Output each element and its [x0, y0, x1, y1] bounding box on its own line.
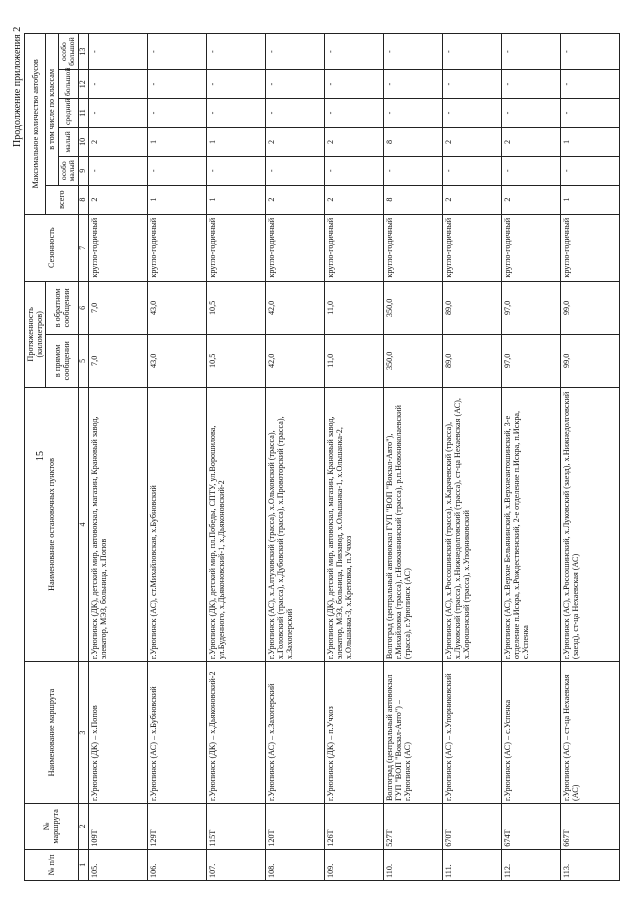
bus-very-small: -	[265, 156, 324, 185]
bus-large: -	[383, 70, 442, 99]
bus-small: 1	[560, 127, 619, 156]
column-number: 8	[78, 185, 88, 214]
column-number: 11	[78, 99, 88, 128]
seasonality: кругло-годичный	[324, 214, 383, 281]
table-row	[560, 34, 619, 881]
route-number: 674Т	[501, 804, 560, 850]
bus-medium: -	[442, 99, 501, 128]
header-class-medium: средний	[58, 99, 78, 128]
table-row	[147, 34, 206, 881]
seasonality: кругло-годичный	[206, 214, 265, 281]
bus-large: -	[442, 70, 501, 99]
header-route-no: № маршрута	[25, 804, 79, 850]
header-by-class: в том числе по классам	[46, 34, 58, 186]
header-season: Сезонность	[25, 214, 79, 281]
route-stops: г.Урюпинск (АС), х.Алтуховский (трасса), х.Ольховский (трасса), х.Головский (трасса), х.Дубовский (трасса), х.Провоторский (трасса), х.Захоперский	[265, 387, 324, 661]
column-number: 10	[78, 127, 88, 156]
bus-small: 2	[88, 127, 147, 156]
route-number: 115Т	[206, 804, 265, 850]
bus-large: -	[88, 70, 147, 99]
table-row	[265, 34, 324, 881]
bus-large: -	[560, 70, 619, 99]
header-length-back: в обратном сообщении	[46, 281, 78, 334]
header-class-very-large: особо большой	[58, 34, 78, 70]
column-number: 12	[78, 70, 88, 99]
column-number: 2	[78, 804, 88, 850]
route-name: г.Урюпинск (ДК) – х.Попов	[88, 662, 147, 804]
route-number: 126Т	[324, 804, 383, 850]
length-forward: 350,0	[383, 334, 442, 387]
bus-very-small: -	[88, 156, 147, 185]
bus-total: 2	[442, 185, 501, 214]
bus-small: 2	[442, 127, 501, 156]
table-row	[383, 34, 442, 881]
route-name: г.Урюпинск (АС) – х.Упорниковский	[442, 662, 501, 804]
route-name: г.Урюпинск (ДК) – х.Дьяконовский-2	[206, 662, 265, 804]
bus-total: 2	[265, 185, 324, 214]
length-back: 7,0	[88, 281, 147, 334]
row-no: 110.	[383, 849, 442, 880]
bus-total: 8	[383, 185, 442, 214]
route-number: 109Т	[88, 804, 147, 850]
bus-very-large: -	[206, 34, 265, 70]
routes-table	[24, 33, 620, 881]
bus-very-small: -	[560, 156, 619, 185]
length-back: 43,0	[147, 281, 206, 334]
route-number: 120Т	[265, 804, 324, 850]
seasonality: кругло-годичный	[501, 214, 560, 281]
bus-small: 8	[383, 127, 442, 156]
seasonality: кругло-годичный	[265, 214, 324, 281]
bus-very-large: -	[88, 34, 147, 70]
bus-medium: -	[147, 99, 206, 128]
bus-large: -	[206, 70, 265, 99]
column-number: 4	[78, 387, 88, 661]
table-row	[324, 34, 383, 881]
header-class-small: малый	[58, 127, 78, 156]
header-total: всего	[46, 185, 78, 214]
seasonality: кругло-годичный	[383, 214, 442, 281]
route-number: 667Т	[560, 804, 619, 850]
length-forward: 7,0	[88, 334, 147, 387]
bus-very-small: -	[383, 156, 442, 185]
seasonality: кругло-годичный	[147, 214, 206, 281]
column-number: 3	[78, 662, 88, 804]
header-route-name: Наименование маршрута	[25, 662, 79, 804]
route-stops: г.Урюпинск (ДК), детский мир, автовокзал, магазин, Крановый завод, элеватор, МЭЗ, больница, Пивзавод, х.Ольшанка-1, х.Ольшанка-2, х.Ольшанка-3, х.Креповка, п.Учхоз	[324, 387, 383, 661]
route-stops: г.Урюпинск (ДК), детский мир, пл.Победы, СПТУ, ул.Ворошилова, ул.Буденного, х.Дьяконовский-1, х.Дьяконовский-2	[206, 387, 265, 661]
header-stops: Наименование остановочных пунктов	[25, 387, 79, 661]
bus-medium: -	[88, 99, 147, 128]
length-back: 99,0	[560, 281, 619, 334]
row-no: 112.	[501, 849, 560, 880]
route-stops: г.Урюпинск (АС), х.Россошинский (трасса), х.Карачевский (трасса), х.Луковский (трасса), х.Нижнедолговский (трасса), ст-ца Нехаевская (АС), х.Хорошенский (трасса), х.Упорниковский	[442, 387, 501, 661]
length-back: 11,0	[324, 281, 383, 334]
route-name: г.Урюпинск (АС) – х.Захоперский	[265, 662, 324, 804]
column-number: 7	[78, 214, 88, 281]
route-name: г.Урюпинск (АС) – ст-ца Нехаевская (АС)	[560, 662, 619, 804]
seasonality: кругло-годичный	[560, 214, 619, 281]
bus-very-small: -	[501, 156, 560, 185]
row-no: 107.	[206, 849, 265, 880]
length-forward: 10,5	[206, 334, 265, 387]
bus-very-large: -	[383, 34, 442, 70]
header-length-forward: в прямом сообщении	[46, 334, 78, 387]
bus-total: 2	[324, 185, 383, 214]
length-forward: 11,0	[324, 334, 383, 387]
bus-large: -	[501, 70, 560, 99]
row-no: 105.	[88, 849, 147, 880]
seasonality: кругло-годичный	[88, 214, 147, 281]
row-no: 108.	[265, 849, 324, 880]
bus-medium: -	[383, 99, 442, 128]
route-stops: г.Урюпинск (АС), ст.Михайловская, х.Бубновский	[147, 387, 206, 661]
column-number: 5	[78, 334, 88, 387]
length-forward: 89,0	[442, 334, 501, 387]
bus-small: 1	[206, 127, 265, 156]
table-row	[88, 34, 147, 881]
bus-very-large: -	[442, 34, 501, 70]
length-back: 42,0	[265, 281, 324, 334]
bus-very-large: -	[501, 34, 560, 70]
header-no: № п/п	[25, 849, 79, 880]
bus-total: 2	[88, 185, 147, 214]
column-number: 13	[78, 34, 88, 70]
bus-very-small: -	[442, 156, 501, 185]
header-length: Протяженность (километров)	[25, 281, 46, 387]
route-stops: Волгоград (центральный автовокзал ГУП "ВОП "Вокзал-Авто"), г.Михайловка (трасса), г.Новоаннинский (трасса), р.п.Новониколаевский (трасса), г.Урюпинск (АС)	[383, 387, 442, 661]
table-row	[442, 34, 501, 881]
route-name: г.Урюпинск (ДК) – п.Учхоз	[324, 662, 383, 804]
route-stops: г.Урюпинск (АС), х.Верхне Бельянинский, х.Верхнеантошинский, 3-е отделение п.Искра, х.Рождественский, 2-е отделение п.Искра, п.Искра, с.Успенка	[501, 387, 560, 661]
bus-large: -	[324, 70, 383, 99]
bus-total: 1	[147, 185, 206, 214]
bus-very-large: -	[324, 34, 383, 70]
bus-very-large: -	[147, 34, 206, 70]
column-number: 9	[78, 156, 88, 185]
route-name: г.Урюпинск (АС) – х.Бубновский	[147, 662, 206, 804]
bus-very-large: -	[265, 34, 324, 70]
column-number: 1	[78, 849, 88, 880]
route-number: 670Т	[442, 804, 501, 850]
bus-medium: -	[501, 99, 560, 128]
bus-total: 1	[560, 185, 619, 214]
bus-small: 1	[147, 127, 206, 156]
bus-very-small: -	[324, 156, 383, 185]
length-back: 97,0	[501, 281, 560, 334]
route-stops: г.Урюпинск (АС), х.Россошинский, х.Луковский (заезд), х.Нижнедолговский (заезд), ст-ца Нехаевская (АС)	[560, 387, 619, 661]
length-back: 89,0	[442, 281, 501, 334]
table-row	[501, 34, 560, 881]
header-class-large: большой	[58, 70, 78, 99]
row-no: 113.	[560, 849, 619, 880]
bus-large: -	[265, 70, 324, 99]
bus-very-small: -	[147, 156, 206, 185]
header-max-buses: Максимальное количество автобусов	[25, 34, 46, 215]
length-forward: 43,0	[147, 334, 206, 387]
table-row	[206, 34, 265, 881]
route-number: 527Т	[383, 804, 442, 850]
column-number: 6	[78, 281, 88, 334]
bus-small: 2	[501, 127, 560, 156]
bus-medium: -	[206, 99, 265, 128]
route-stops: г.Урюпинск (ДК), детский мир, автовокзал, магазин, Крановый завод, элеватор, МЭЗ, больница, х.Попов	[88, 387, 147, 661]
page-number: 15	[35, 451, 46, 461]
length-back: 10,5	[206, 281, 265, 334]
row-no: 109.	[324, 849, 383, 880]
bus-medium: -	[324, 99, 383, 128]
length-back: 350,0	[383, 281, 442, 334]
row-no: 106.	[147, 849, 206, 880]
row-no: 111.	[442, 849, 501, 880]
bus-total: 2	[501, 185, 560, 214]
bus-very-large: -	[560, 34, 619, 70]
bus-medium: -	[560, 99, 619, 128]
bus-medium: -	[265, 99, 324, 128]
bus-very-small: -	[206, 156, 265, 185]
bus-total: 1	[206, 185, 265, 214]
bus-large: -	[147, 70, 206, 99]
bus-small: 2	[265, 127, 324, 156]
header-class-very-small: особо малый	[58, 156, 78, 185]
route-name: Волгоград (центральный автовокзал ГУП "ВОП "Вокзал-Авто") – г.Урюпинск (АС)	[383, 662, 442, 804]
bus-small: 2	[324, 127, 383, 156]
seasonality: кругло-годичный	[442, 214, 501, 281]
route-name: г.Урюпинск (АС) – с.Успенка	[501, 662, 560, 804]
appendix-label: Продолжение приложения 2	[12, 26, 23, 147]
length-forward: 97,0	[501, 334, 560, 387]
length-forward: 42,0	[265, 334, 324, 387]
route-number: 129Т	[147, 804, 206, 850]
length-forward: 99,0	[560, 334, 619, 387]
